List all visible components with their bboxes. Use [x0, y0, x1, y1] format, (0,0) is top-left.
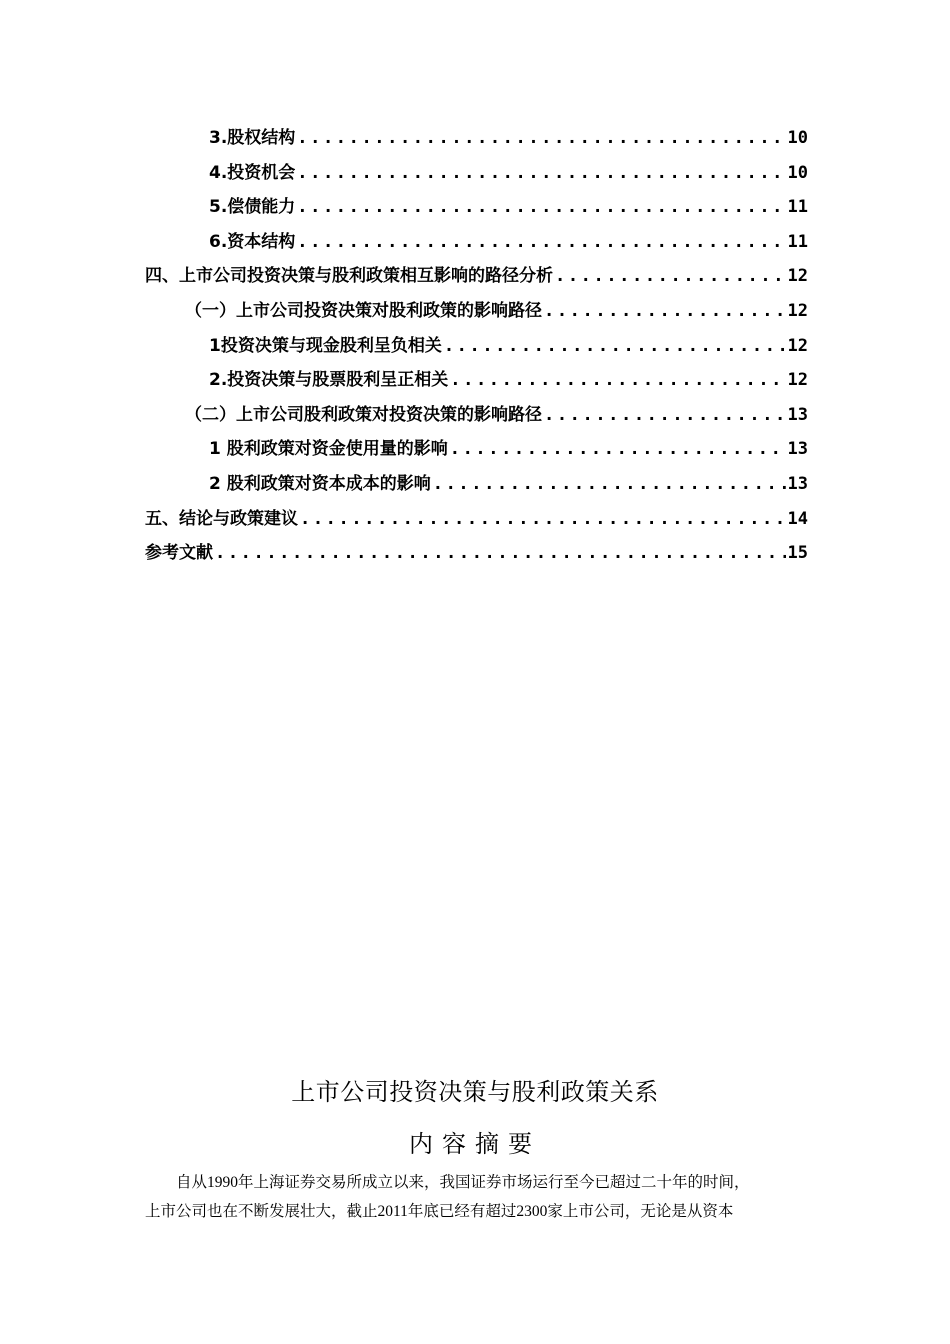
document-title: 上市公司投资决策与股利政策关系 — [291, 1078, 659, 1106]
toc-entry[interactable] — [145, 329, 808, 364]
toc-dot-leader — [450, 432, 786, 467]
toc-page-number: 13 — [787, 473, 808, 494]
toc-entry[interactable] — [145, 190, 808, 225]
toc-entry-title: 1 股利政策对资金使用量的影响 — [209, 439, 448, 460]
toc-entry[interactable] — [145, 259, 808, 294]
toc-entry[interactable] — [145, 536, 808, 571]
abstract-body — [145, 1168, 810, 1226]
toc-entry-title: 五、结论与政策建议 — [145, 508, 298, 529]
toc-page-number: 14 — [787, 508, 808, 529]
toc-dot-leader — [450, 363, 785, 398]
toc-entry-title: 3.股权结构 — [209, 128, 296, 148]
toc-page-number: 11 — [787, 231, 808, 252]
toc-dot-leader — [300, 502, 786, 537]
toc-page-number: 12 — [787, 370, 808, 391]
table-of-contents — [145, 121, 808, 571]
toc-entry-title: （二）上市公司股利政策对投资决策的影响路径 — [185, 404, 542, 425]
toc-dot-leader — [555, 259, 786, 294]
toc-dot-leader — [544, 398, 786, 433]
toc-dot-leader — [297, 225, 785, 260]
toc-entry[interactable] — [145, 225, 808, 260]
toc-dot-leader — [297, 190, 785, 225]
toc-entry[interactable] — [145, 502, 808, 537]
toc-page-number: 13 — [787, 404, 808, 425]
toc-dot-leader — [444, 329, 786, 364]
toc-dot-leader — [297, 121, 785, 156]
toc-entry[interactable] — [145, 363, 808, 398]
toc-dot-leader — [297, 156, 785, 191]
toc-page-number: 10 — [787, 162, 808, 183]
toc-page-number: 13 — [787, 439, 808, 460]
toc-entry-title: 参考文献 — [145, 543, 213, 564]
abstract-line: 上市公司也在不断发展壮大，截止2011年底已经有超过2300家上市公司，无论是从资本 — [145, 1203, 734, 1220]
toc-page-number: 12 — [787, 335, 808, 356]
toc-entry-title: 1投资决策与现金股利呈负相关 — [209, 335, 442, 356]
toc-dot-leader — [544, 294, 786, 329]
toc-dot-leader — [215, 536, 786, 571]
toc-entry[interactable] — [145, 294, 808, 329]
toc-entry-title: 5.偿债能力 — [209, 197, 296, 218]
toc-dot-leader — [433, 467, 786, 502]
toc-entry[interactable] — [145, 432, 808, 467]
toc-page-number: 12 — [787, 300, 808, 321]
toc-entry-title: 4.投资机会 — [209, 162, 296, 183]
abstract-line: 自从1990年上海证券交易所成立以来，我国证券市场运行至今已超过二十年的时间， — [176, 1174, 750, 1191]
toc-entry[interactable] — [145, 156, 808, 191]
toc-entry-title: 2 股利政策对资本成本的影响 — [209, 473, 431, 494]
toc-entry-title: （一）上市公司投资决策对股利政策的影响路径 — [185, 300, 542, 321]
toc-page-number: 10 — [787, 128, 808, 148]
toc-entry-title: 四、上市公司投资决策与股利政策相互影响的路径分析 — [145, 266, 553, 287]
toc-entry-title: 2.投资决策与股票股利呈正相关 — [209, 370, 449, 391]
toc-page-number: 12 — [787, 266, 808, 287]
abstract-heading: 内容摘要 — [409, 1130, 541, 1158]
toc-page-number: 11 — [787, 197, 808, 218]
toc-entry[interactable] — [145, 398, 808, 433]
toc-entry[interactable] — [145, 467, 808, 502]
toc-page-number: 15 — [787, 543, 808, 564]
toc-entry-title: 6.资本结构 — [209, 231, 296, 252]
toc-entry[interactable] — [145, 121, 808, 156]
